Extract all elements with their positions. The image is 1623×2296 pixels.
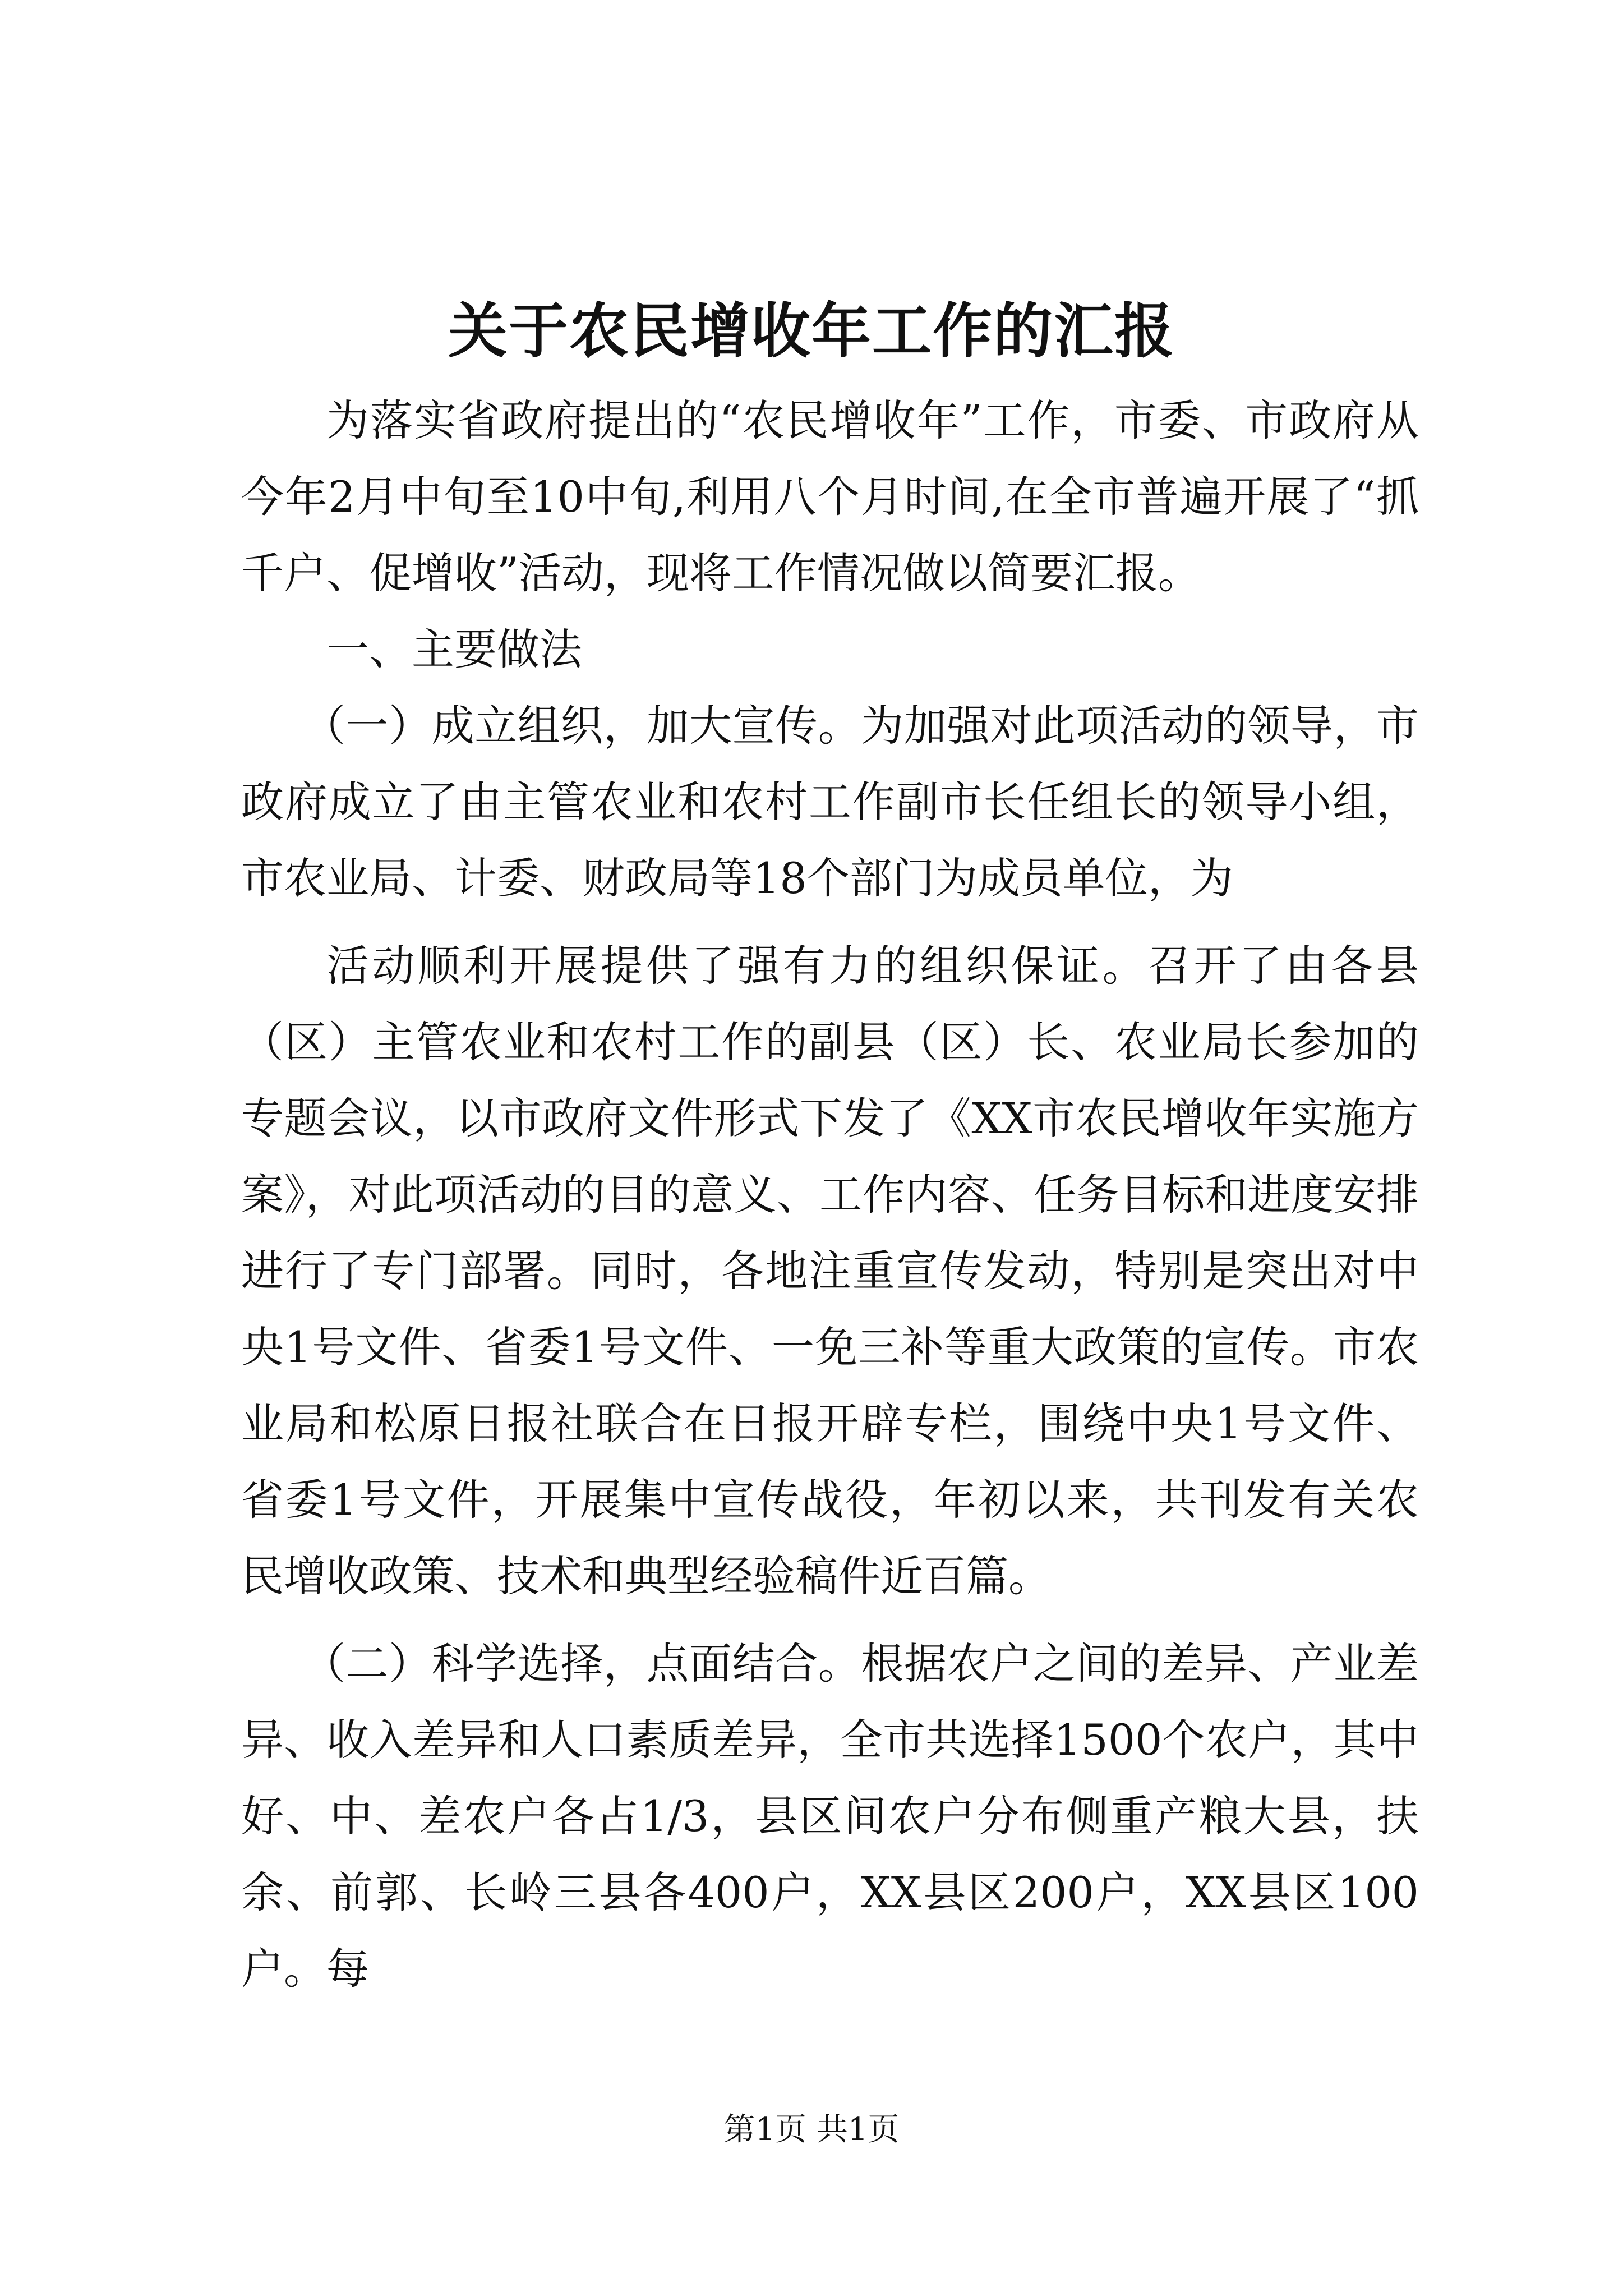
document-body: [241, 383, 1419, 2007]
page-footer: 第1页 共1页: [723, 2111, 900, 2148]
paragraph-selection: （二）科学选择，点面结合。根据农户之间的差异、产业差异、收入差异和人口素质差异，全市共选择1500个农户，其中好、中、差农户各占1/3，县区间农户分布侧重产粮大县，扶余、前郭、长岭三县各400户，XX县区200户，XX县区100户。每: [241, 1639, 1419, 1994]
section-heading-main-methods: 一、主要做法: [326, 624, 582, 674]
paragraph-intro: 为落实省政府提出的“农民增收年”工作，市委、市政府从今年2月中旬至10中旬,利用八个月时间,在全市普遍开展了“抓千户、促增收”活动，现将工作情况做以简要汇报。: [241, 395, 1419, 598]
document-title: 关于农民增收年工作的汇报: [448, 296, 1175, 366]
paragraph-organization: （一）成立组织，加大宣传。为加强对此项活动的领导，市政府成立了由主管农业和农村工作副市长任组长的领导小组，市农业局、计委、财政局等18个部门为成员单位，为: [241, 701, 1419, 903]
paragraph-activity-support: 活动顺利开展提供了强有力的组织保证。召开了由各县（区）主管农业和农村工作的副县（区）长、农业局长参加的专题会议，以市政府文件形式下发了《XX市农民增收年实施方案》，对此项活动的目的意义、工作内容、任务目标和进度安排进行了专门部署。同时，各地注重宣传发动，特别是突出对中央1号文件、省委1号文件、一免三补等重大政策的宣传。市农业局和松原日报社联合在日报开辟专栏，围绕中央1号文件、省委1号文件，开展集中宣传战役，年初以来，共刊发有关农民增收政策、技术和典型经验稿件近百篇。: [241, 941, 1419, 1601]
